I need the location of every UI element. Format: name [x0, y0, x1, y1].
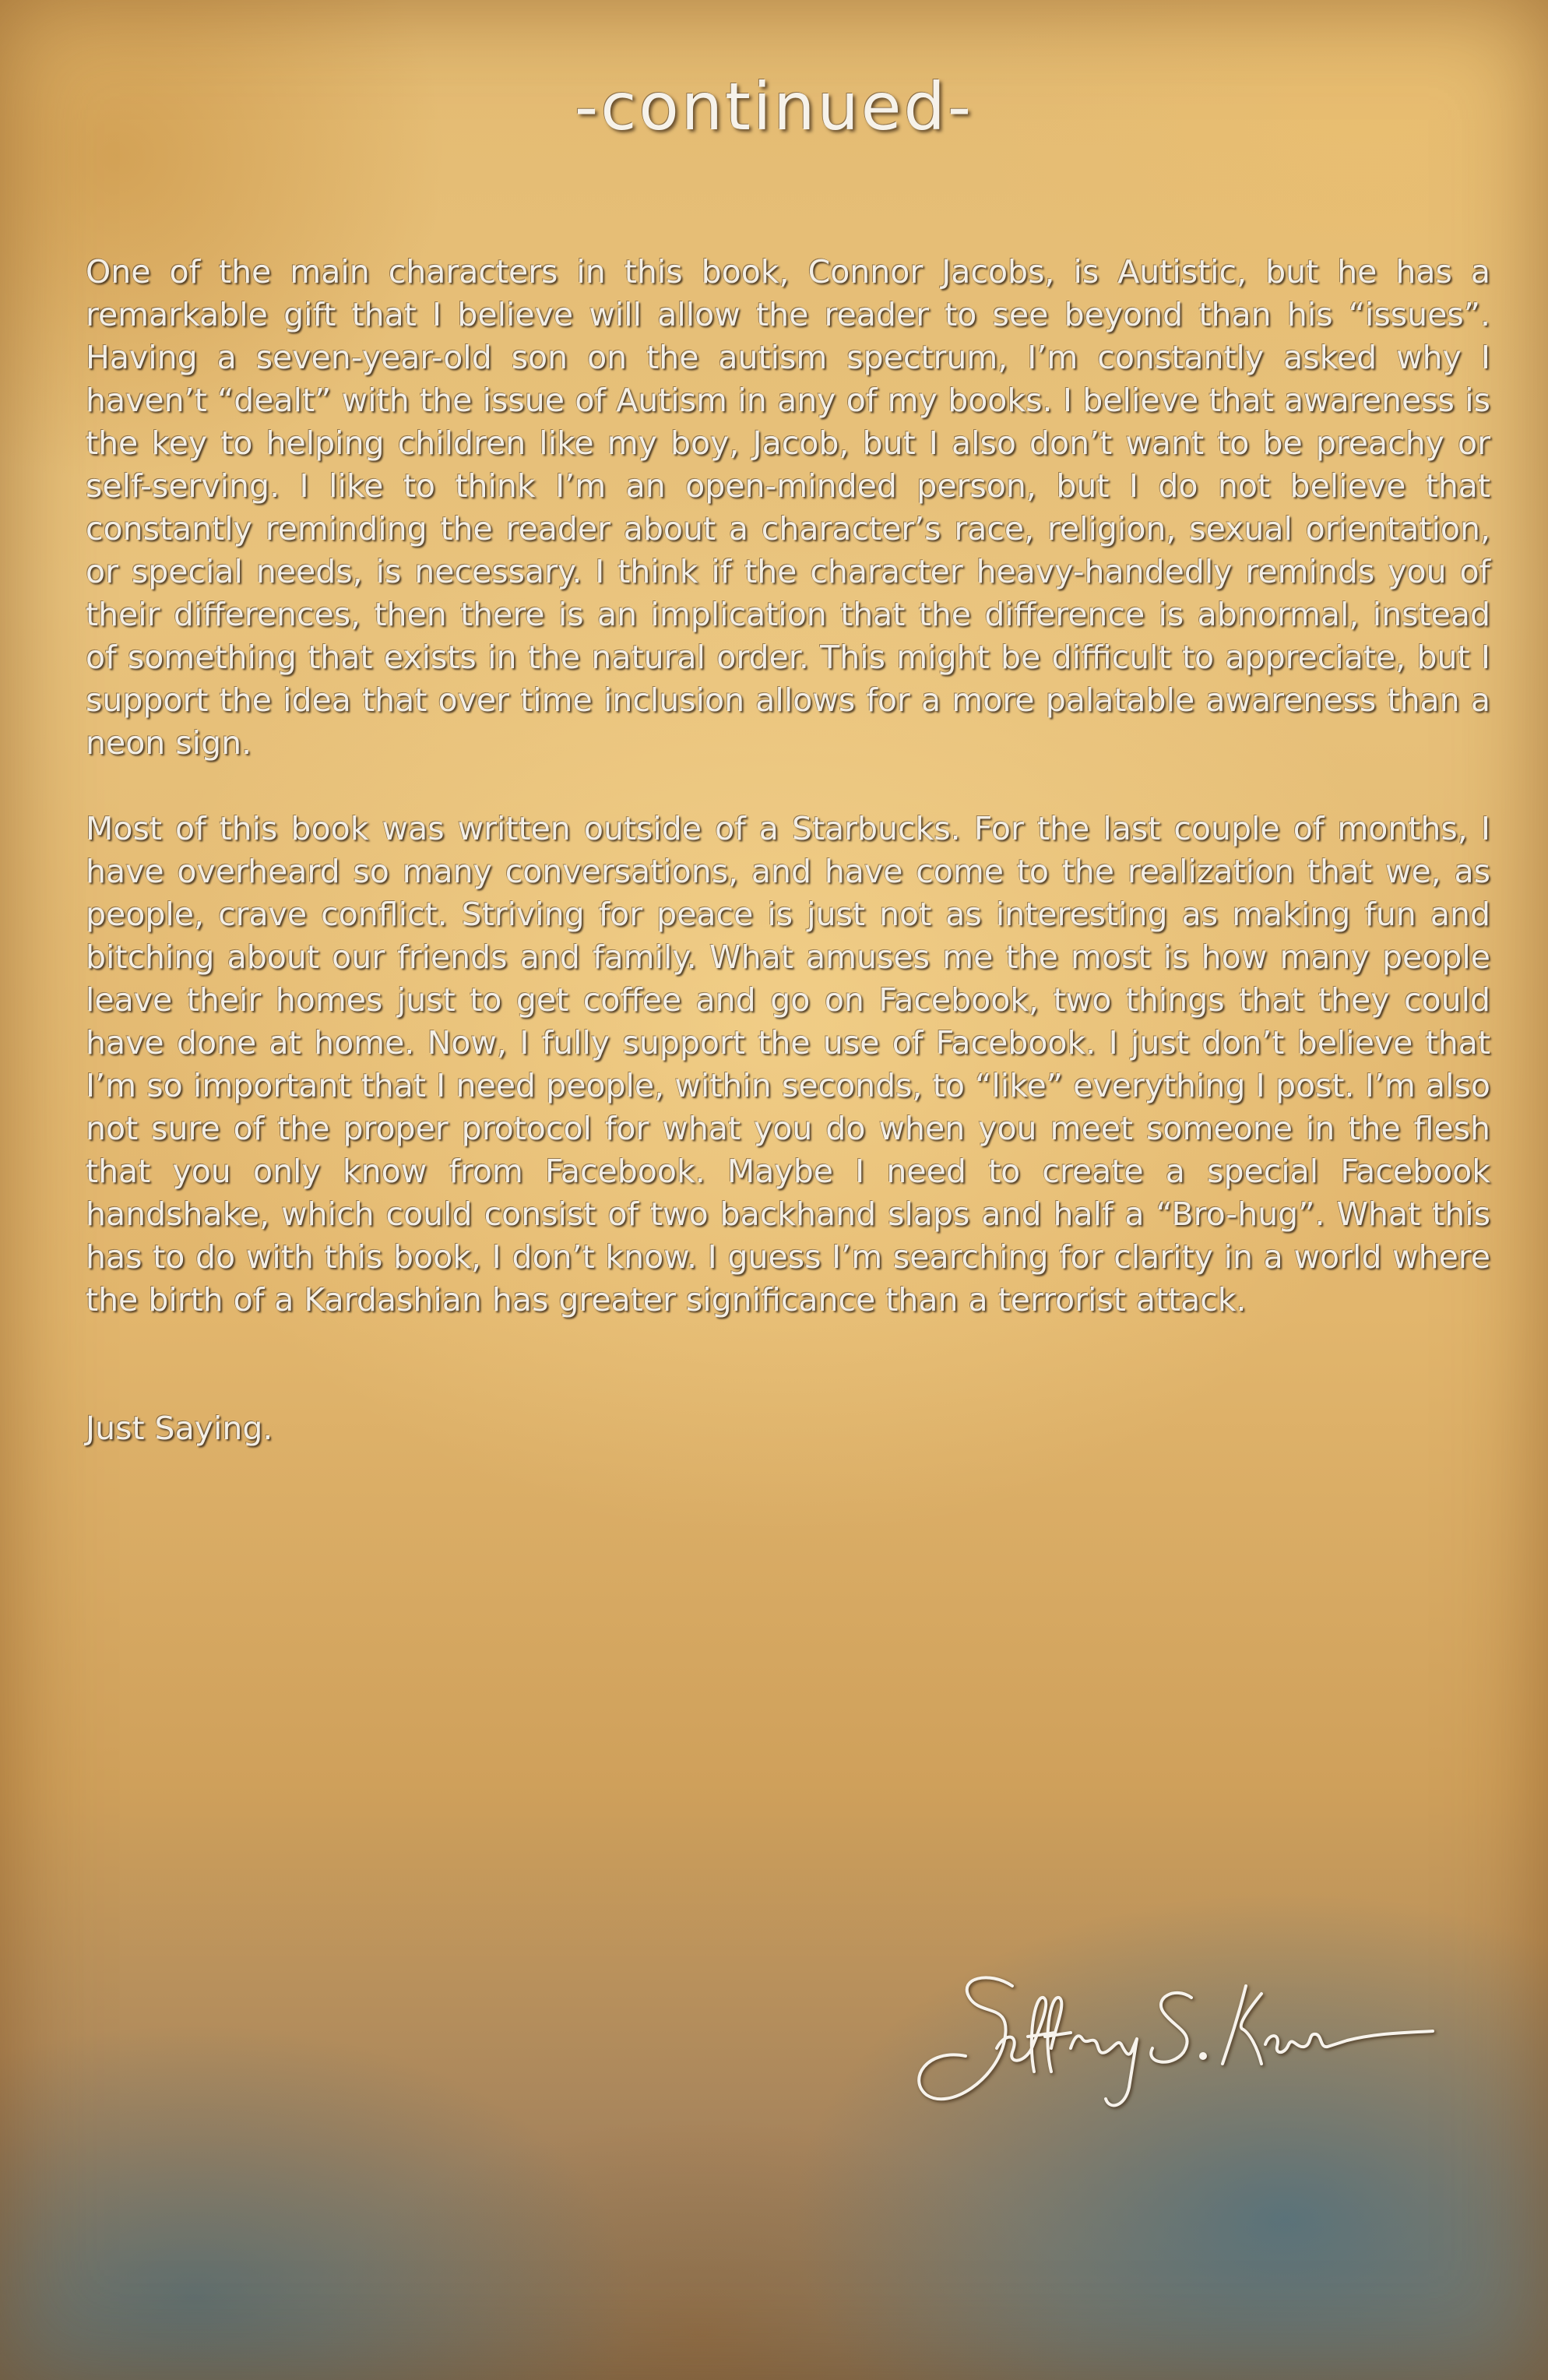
page-title: -continued-: [574, 69, 974, 145]
signature-image: [895, 1955, 1441, 2126]
body-text: [86, 251, 1490, 1493]
paragraph-autism: One of the main characters in this book, Connor Jacobs, is Autistic, but he has a remarkable gift that I believe will allow the reader to see beyond than his “issues”. Having a seven-year-old son on the autism spectrum, I’m constantly asked why I haven’t “dealt” with the issue of Autism in any of my books. I believe that awareness is the key to helping children like my boy, Jacob, but I also don’t want to be preachy or self-serving. I like to think I’m an open-minded person, but I do not believe that constantly reminding the reader about a character’s race, religion, sexual orientation, or special needs, is necessary. I think if the character heavy-handedly reminds you of their differences, then there is an implication that the difference is abnormal, instead of something that exists in the natural order. This might be difficult to appreciate, but I support the idea that over time inclusion allows for a more palatable awareness than a neon sign.: [86, 253, 1490, 762]
paragraph-starbucks: Most of this book was written outside of a Starbucks. For the last couple of months, I have overheard so many conversations, and have come to the realization that we, as people, crave conflict. Striving for peace is just not as interesting as making fun and bitching about our friends and family. What amuses me the most is how many people leave their homes just to get coffee and go on Facebook, two things that they could have done at home. Now, I fully support the use of Facebook. I just don’t believe that I’m so important that I need people, within seconds, to “like” everything I post. I’m also not sure of the proper protocol for what you do when you meet someone in the flesh that you only know from Facebook. Maybe I need to create a special Facebook handshake, which could consist of two backhand slaps and half a “Bro-hug”. What this has to do with this book, I don’t know. I guess I’m searching for clarity in a world where the birth of a Kardashian has greater significance than a terrorist attack.: [86, 810, 1490, 1319]
closing-line: Just Saying.: [86, 1410, 273, 1447]
